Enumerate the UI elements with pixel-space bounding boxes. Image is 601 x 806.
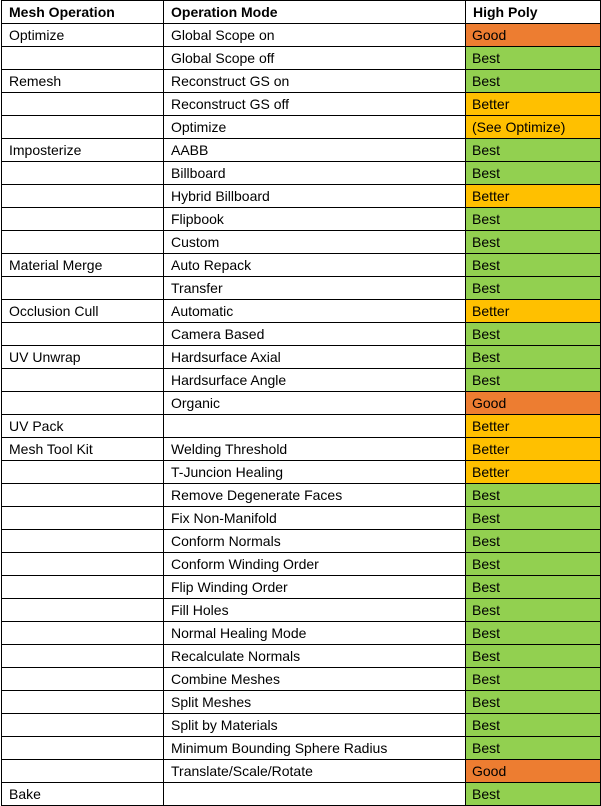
operation-mode-cell: Hardsurface Axial xyxy=(164,346,466,369)
mesh-operation-cell xyxy=(2,645,164,668)
operation-mode-cell: Flip Winding Order xyxy=(164,576,466,599)
mesh-operation-cell xyxy=(2,576,164,599)
table-row xyxy=(2,162,601,185)
table-row xyxy=(2,70,601,93)
operation-mode-cell: T-Juncion Healing xyxy=(164,461,466,484)
mesh-operation-cell xyxy=(2,507,164,530)
high-poly-rating-cell: Best xyxy=(466,277,601,300)
table-row xyxy=(2,438,601,461)
high-poly-rating-cell: Best xyxy=(466,599,601,622)
high-poly-rating-cell: Best xyxy=(466,622,601,645)
operation-mode-cell: Billboard xyxy=(164,162,466,185)
table-row xyxy=(2,254,601,277)
table-row xyxy=(2,208,601,231)
mesh-operation-cell xyxy=(2,530,164,553)
table-header xyxy=(2,1,601,24)
high-poly-rating-cell: Best xyxy=(466,737,601,760)
table-row xyxy=(2,553,601,576)
high-poly-rating-cell: Best xyxy=(466,139,601,162)
mesh-operation-cell xyxy=(2,760,164,783)
table-row xyxy=(2,346,601,369)
table-row xyxy=(2,622,601,645)
operation-mode-cell: Automatic xyxy=(164,300,466,323)
operation-mode-cell: Split Meshes xyxy=(164,691,466,714)
high-poly-rating-cell: Best xyxy=(466,576,601,599)
high-poly-rating-cell: Better xyxy=(466,415,601,438)
high-poly-rating-cell: Best xyxy=(466,645,601,668)
mesh-operation-cell xyxy=(2,231,164,254)
mesh-operation-cell xyxy=(2,208,164,231)
high-poly-rating-cell: Best xyxy=(466,323,601,346)
mesh-operation-cell xyxy=(2,737,164,760)
high-poly-rating-cell: Best xyxy=(466,47,601,70)
table-row xyxy=(2,369,601,392)
mesh-operation-cell: UV Unwrap xyxy=(2,346,164,369)
table-row xyxy=(2,461,601,484)
operation-mode-cell: Custom xyxy=(164,231,466,254)
table-row xyxy=(2,645,601,668)
high-poly-rating-cell: Good xyxy=(466,392,601,415)
mesh-operation-cell: Occlusion Cull xyxy=(2,300,164,323)
mesh-operation-cell xyxy=(2,162,164,185)
table-row xyxy=(2,185,601,208)
operation-mode-cell: Camera Based xyxy=(164,323,466,346)
table-row xyxy=(2,323,601,346)
table-row xyxy=(2,415,601,438)
high-poly-rating-cell: Best xyxy=(466,668,601,691)
table-row xyxy=(2,760,601,783)
operation-mode-cell: Global Scope on xyxy=(164,24,466,47)
high-poly-rating-cell: Best xyxy=(466,231,601,254)
operation-mode-cell: Hybrid Billboard xyxy=(164,185,466,208)
high-poly-rating-cell: Best xyxy=(466,714,601,737)
operation-mode-cell: Fix Non-Manifold xyxy=(164,507,466,530)
table-row xyxy=(2,116,601,139)
table-row xyxy=(2,783,601,806)
high-poly-rating-cell: Good xyxy=(466,760,601,783)
operation-mode-cell: Welding Threshold xyxy=(164,438,466,461)
table-row xyxy=(2,691,601,714)
high-poly-rating-cell: Best xyxy=(466,70,601,93)
header-high-poly: High Poly xyxy=(466,1,601,24)
header-mesh-operation: Mesh Operation xyxy=(2,1,164,24)
operation-mode-cell: Minimum Bounding Sphere Radius xyxy=(164,737,466,760)
high-poly-rating-cell: Better xyxy=(466,93,601,116)
table-row xyxy=(2,599,601,622)
high-poly-rating-cell: Best xyxy=(466,254,601,277)
operation-mode-cell: Organic xyxy=(164,392,466,415)
operation-mode-cell: Reconstruct GS on xyxy=(164,70,466,93)
table-row xyxy=(2,231,601,254)
operation-mode-cell: Global Scope off xyxy=(164,47,466,70)
operation-mode-cell: Combine Meshes xyxy=(164,668,466,691)
high-poly-rating-cell: Best xyxy=(466,783,601,806)
operation-mode-cell: Split by Materials xyxy=(164,714,466,737)
mesh-operation-cell: Optimize xyxy=(2,24,164,47)
table-row xyxy=(2,507,601,530)
mesh-operation-cell xyxy=(2,461,164,484)
operation-mode-cell: Reconstruct GS off xyxy=(164,93,466,116)
table-row xyxy=(2,300,601,323)
operation-mode-cell: Fill Holes xyxy=(164,599,466,622)
high-poly-rating-cell: Best xyxy=(466,346,601,369)
operation-mode-cell: AABB xyxy=(164,139,466,162)
operation-mode-cell xyxy=(164,415,466,438)
table-row xyxy=(2,277,601,300)
mesh-operation-cell xyxy=(2,714,164,737)
high-poly-rating-cell: Best xyxy=(466,691,601,714)
table-row xyxy=(2,392,601,415)
operation-mode-cell: Optimize xyxy=(164,116,466,139)
table-row xyxy=(2,484,601,507)
mesh-operation-cell: UV Pack xyxy=(2,415,164,438)
mesh-operation-cell xyxy=(2,185,164,208)
mesh-operation-cell xyxy=(2,323,164,346)
mesh-operation-cell xyxy=(2,93,164,116)
mesh-operation-cell: Remesh xyxy=(2,70,164,93)
high-poly-rating-cell: Best xyxy=(466,484,601,507)
table-row xyxy=(2,47,601,70)
mesh-operation-cell xyxy=(2,277,164,300)
high-poly-rating-cell: Best xyxy=(466,162,601,185)
high-poly-rating-cell: Better xyxy=(466,438,601,461)
table-row xyxy=(2,93,601,116)
operation-mode-cell: Hardsurface Angle xyxy=(164,369,466,392)
mesh-operation-cell xyxy=(2,47,164,70)
operation-mode-cell xyxy=(164,783,466,806)
operation-mode-cell: Transfer xyxy=(164,277,466,300)
mesh-operation-cell: Imposterize xyxy=(2,139,164,162)
operation-mode-cell: Normal Healing Mode xyxy=(164,622,466,645)
table-row xyxy=(2,576,601,599)
operation-mode-cell: Conform Winding Order xyxy=(164,553,466,576)
table-row xyxy=(2,24,601,47)
operation-mode-cell: Remove Degenerate Faces xyxy=(164,484,466,507)
table-row xyxy=(2,668,601,691)
high-poly-rating-cell: Better xyxy=(466,461,601,484)
high-poly-rating-cell: Best xyxy=(466,369,601,392)
mesh-operation-cell xyxy=(2,116,164,139)
operation-mode-cell: Auto Repack xyxy=(164,254,466,277)
high-poly-rating-cell: Best xyxy=(466,553,601,576)
header-operation-mode: Operation Mode xyxy=(164,1,466,24)
header-row xyxy=(2,1,601,24)
mesh-operation-cell: Bake xyxy=(2,783,164,806)
mesh-operation-cell: Material Merge xyxy=(2,254,164,277)
operation-mode-cell: Recalculate Normals xyxy=(164,645,466,668)
high-poly-rating-cell: Best xyxy=(466,530,601,553)
operation-mode-cell: Conform Normals xyxy=(164,530,466,553)
high-poly-rating-cell: Best xyxy=(466,208,601,231)
high-poly-rating-cell: (See Optimize) xyxy=(466,116,601,139)
table-row xyxy=(2,714,601,737)
high-poly-rating-cell: Best xyxy=(466,507,601,530)
table-body xyxy=(2,24,601,806)
high-poly-rating-cell: Better xyxy=(466,300,601,323)
mesh-operation-cell: Mesh Tool Kit xyxy=(2,438,164,461)
table-row xyxy=(2,737,601,760)
mesh-operation-cell xyxy=(2,599,164,622)
high-poly-rating-cell: Good xyxy=(466,24,601,47)
mesh-operations-table xyxy=(1,0,601,806)
operation-mode-cell: Translate/Scale/Rotate xyxy=(164,760,466,783)
mesh-operation-cell xyxy=(2,622,164,645)
mesh-operation-cell xyxy=(2,553,164,576)
operation-mode-cell: Flipbook xyxy=(164,208,466,231)
mesh-operation-cell xyxy=(2,691,164,714)
mesh-operation-cell xyxy=(2,392,164,415)
mesh-operation-cell xyxy=(2,484,164,507)
high-poly-rating-cell: Better xyxy=(466,185,601,208)
mesh-operation-cell xyxy=(2,369,164,392)
table-row xyxy=(2,530,601,553)
table-row xyxy=(2,139,601,162)
mesh-operation-cell xyxy=(2,668,164,691)
